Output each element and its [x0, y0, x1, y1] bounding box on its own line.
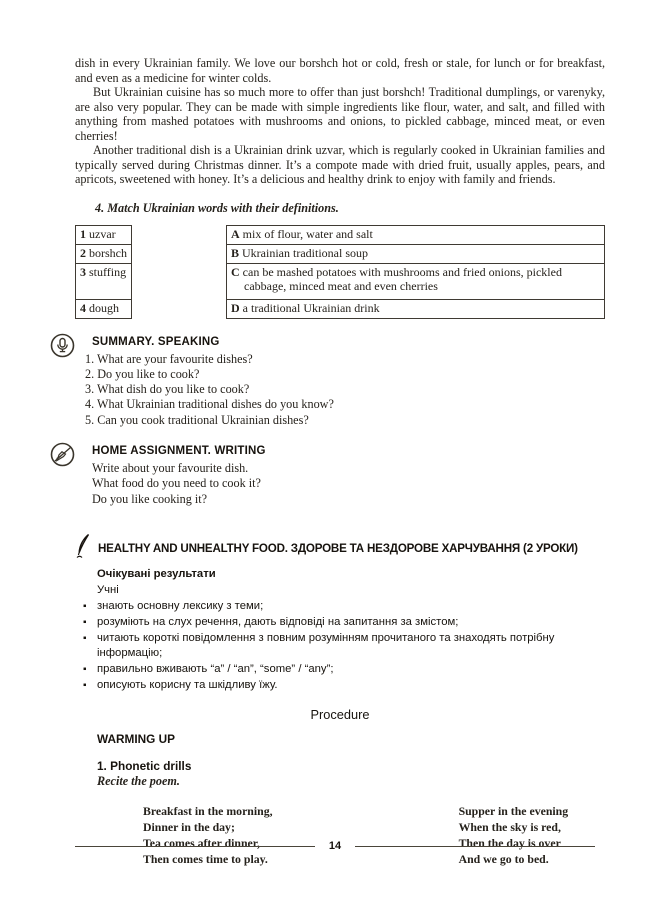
- drill-instruction: Recite the poem.: [97, 773, 180, 788]
- home-assignment-section: [75, 441, 605, 508]
- poem-line: Then comes time to play.: [143, 851, 268, 866]
- summary-section: [75, 332, 605, 428]
- summary-question: 4. What Ukrainian traditional dishes do you know?: [85, 397, 334, 412]
- pen-icon: [50, 442, 75, 467]
- microphone-icon: [50, 333, 75, 358]
- home-assignment-line: Do you like cooking it?: [92, 491, 208, 506]
- paragraph-uzvar: Another traditional dish is a Ukrainian drink uzvar, which is regularly cooked in Ukrainian families and typically served during Christmas dinner. It’s a compote made with dried fruit, usually apples, pears, and apricots, sweetened with honey. It’s a delicious and healthy drink to enjoy with family and friends.: [75, 143, 605, 186]
- poem-line: Dinner in the day;: [143, 819, 235, 834]
- poem-line: Breakfast in the morning,: [143, 803, 273, 818]
- poem-line: Tea comes after dinner,: [143, 835, 260, 850]
- list-item: ▪ розуміють на слух речення, дають відповіді на запитання за змістом;: [80, 615, 605, 631]
- paragraph-varenyky: But Ukrainian cuisine has so much more to offer than just borshch! Traditional dumplings, or varenyky, are also very popular. They can be made with simple ingredients like flour, water, and salt, and filled with anything from mashed potatoes with mushrooms and onions, to pickled cabbage, minced meat, or even cherries!: [75, 85, 605, 143]
- definition-cell: C can be mashed potatoes with mushrooms and fried onions, pickled cabbage, minced meat and even cherries: [227, 263, 605, 299]
- word-cell: 1 uzvar: [76, 225, 132, 244]
- lesson-heading-row: [75, 537, 605, 559]
- word-cell: 4 dough: [76, 299, 132, 318]
- exercise-title: 4. Match Ukrainian words with their definitions.: [95, 200, 339, 215]
- paragraph-borshch: dish in every Ukrainian family. We love our borshch hot or cold, fresh or stale, for lunch or for breakfast, and even as a medicine for winter colds.: [75, 56, 605, 85]
- list-item: ▪ знають основну лексику з теми;: [80, 599, 605, 615]
- home-assignment-line: Write about your favourite dish.: [92, 460, 249, 475]
- poem-column-left: [143, 803, 273, 867]
- procedure-heading: Procedure: [310, 706, 370, 722]
- poem-line: Supper in the evening: [458, 803, 569, 818]
- definition-cell: D a traditional Ukrainian drink: [227, 299, 605, 318]
- poem-column-right: [459, 803, 569, 867]
- list-item: ▪ правильно вживають “a” / “an”, “some” / “any”;: [80, 662, 605, 678]
- summary-question: 5. Can you cook traditional Ukrainian dishes?: [85, 412, 309, 427]
- expected-results: [97, 567, 605, 693]
- definitions-table: [226, 225, 605, 319]
- summary-heading: SUMMARY. SPEAKING: [92, 335, 220, 348]
- home-assignment-line: What food do you need to cook it?: [92, 476, 261, 491]
- summary-question: 3. What dish do you like to cook?: [85, 382, 250, 397]
- lesson-title: HEALTHY AND UNHEALTHY FOOD. ЗДОРОВЕ ТА НЕЗДОРОВЕ ХАРЧУВАННЯ (2 УРОКИ): [98, 541, 578, 555]
- summary-question: 1. What are your favourite dishes?: [85, 351, 253, 366]
- summary-body: [85, 332, 334, 428]
- home-assignment-body: [92, 441, 266, 508]
- list-item: ▪ описують корисну та шкідливу їжу.: [80, 678, 605, 694]
- definition-cell: B Ukrainian traditional soup: [227, 244, 605, 263]
- page-footer: [75, 840, 595, 852]
- expected-results-subject: Учні: [97, 584, 119, 597]
- page-number: 14: [328, 840, 342, 852]
- expected-results-list: [80, 599, 605, 694]
- word-cell: 2 borshch: [76, 244, 132, 263]
- home-assignment-heading: HOME ASSIGNMENT. WRITING: [92, 444, 266, 457]
- poem-line: And we go to bed.: [458, 851, 549, 866]
- summary-question: 2. Do you like to cook?: [85, 366, 200, 381]
- poem-line: When the sky is red,: [458, 819, 561, 834]
- poem: [75, 803, 605, 867]
- words-table: [75, 225, 132, 319]
- list-item: ▪ читають короткі повідомлення з повним розумінням прочитаного та знаходять потрібну інформацію;: [80, 631, 605, 663]
- phonetic-drills-heading: 1. Phonetic drills: [97, 758, 192, 773]
- expected-results-title: Очікувані результати: [97, 568, 216, 581]
- match-exercise-table: [75, 225, 605, 319]
- footer-rule-left: [75, 846, 315, 847]
- word-cell: 3 stuffing: [76, 263, 132, 299]
- warming-up-heading: WARMING UP: [97, 731, 175, 746]
- quill-icon: [75, 533, 95, 559]
- poem-line: Then the day is over: [458, 835, 561, 850]
- footer-rule-right: [355, 846, 595, 847]
- definition-cell: A mix of flour, water and salt: [227, 225, 605, 244]
